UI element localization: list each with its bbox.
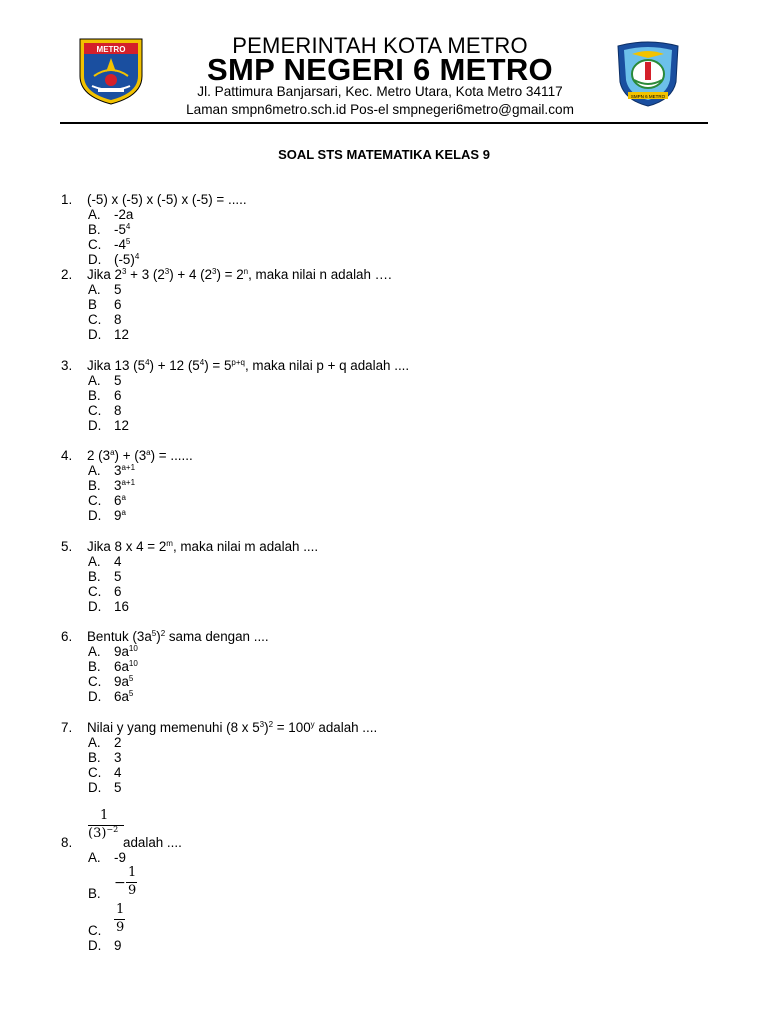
question-number: 5.	[61, 539, 73, 554]
question-3: 3. Jika 13 $(5^4) + 12$ $(5^4) = 5^{p+q}$, maka nilai p + q adalah ....	[61, 358, 410, 373]
question-4: 4. 2 $(3^a) + (3^a)$ = ......	[61, 448, 193, 463]
option-a: A. $3^{a+1}$	[88, 463, 136, 478]
option-b-fraction: − 1 9	[114, 865, 137, 898]
option-a: A. 5	[88, 282, 122, 297]
document-title: SOAL STS MATEMATIKA KELAS 9	[278, 147, 490, 162]
option-b: B 6	[88, 297, 122, 312]
option-b: B. 6	[88, 388, 122, 403]
question-number: 3.	[61, 358, 73, 373]
question-number: 7.	[61, 720, 73, 735]
option-c: C. 4	[88, 765, 122, 780]
option-b: B. $-5^4$	[88, 222, 131, 237]
question-number: 6.	[61, 629, 73, 644]
header-contact: Laman smpn6metro.sch.id Pos-el smpnegeri6metro@gmail.com	[186, 102, 574, 117]
option-d: D. 12	[88, 418, 129, 433]
school-emblem-logo	[612, 38, 684, 108]
option-d: D. 5	[88, 780, 122, 795]
option-c: C.	[88, 923, 102, 938]
question-number: 8.	[61, 835, 73, 850]
city-crest-logo	[76, 36, 146, 106]
question-1	[61, 192, 247, 207]
question-8: 8. adalah ....	[61, 835, 182, 850]
svg-text:METRO: METRO	[96, 45, 126, 54]
option-c: C. 6	[88, 584, 122, 599]
question-2: 2. Jika $2^3 + 3$ $(2^3) + 4$ $(2^3) = 2^n$, maka nilai n adalah ….	[61, 267, 392, 282]
question-6: 6. Bentuk $(3a^5)^2$ sama dengan ....	[61, 629, 269, 644]
option-c: C. $-4^5$	[88, 237, 131, 252]
svg-text:SMPN 6 METRO: SMPN 6 METRO	[630, 94, 666, 99]
question-number: 4.	[61, 448, 73, 463]
header-divider	[60, 122, 708, 124]
option-a: A. -2a	[88, 207, 134, 222]
option-b: B.	[88, 886, 101, 901]
question-8-fraction: 1 $(3)^{-2}$	[86, 808, 126, 848]
question-number: 1.	[61, 192, 73, 207]
option-d: D. $(-5)^4$	[88, 252, 140, 267]
question-text: (-5) x (-5) x (-5) x (-5) = .....	[87, 192, 247, 207]
option-d: D. $6a^5$	[88, 689, 134, 704]
option-a: A. 4	[88, 554, 122, 569]
header-address: Jl. Pattimura Banjarsari, Kec. Metro Utara, Kota Metro 34117	[197, 84, 563, 99]
header-government: PEMERINTAH KOTA METRO	[232, 33, 528, 58]
option-c: C. $9a^5$	[88, 674, 134, 689]
option-a: A. 5	[88, 373, 122, 388]
option-b: B. 3	[88, 750, 122, 765]
question-5: 5. Jika 8 x $4 = 2^m$, maka nilai m adalah ....	[61, 539, 319, 554]
option-c-fraction: 1 9	[116, 902, 125, 935]
option-d: D. 16	[88, 599, 129, 614]
option-d: D. 12	[88, 327, 129, 342]
option-a: A. 2	[88, 735, 122, 750]
option-b: B. $3^{a+1}$	[88, 478, 136, 493]
option-c: C. 8	[88, 312, 122, 327]
option-d: D. 9	[88, 938, 122, 953]
header-school-name: SMP NEGERI 6 METRO	[207, 52, 553, 87]
question-7: 7. Nilai y yang memenuhi (8 x $5^3)^2 = 100^y$ adalah ....	[61, 720, 378, 735]
option-a: A. -9	[88, 850, 126, 865]
option-b: B. $6a^{10}$	[88, 659, 138, 674]
option-d: D. 9$^a$	[88, 508, 126, 523]
option-a: A. $9a^{10}$	[88, 644, 138, 659]
option-b: B. 5	[88, 569, 122, 584]
option-c: C. 8	[88, 403, 122, 418]
question-number: 2.	[61, 267, 73, 282]
option-c: C. 6$^a$	[88, 493, 126, 508]
